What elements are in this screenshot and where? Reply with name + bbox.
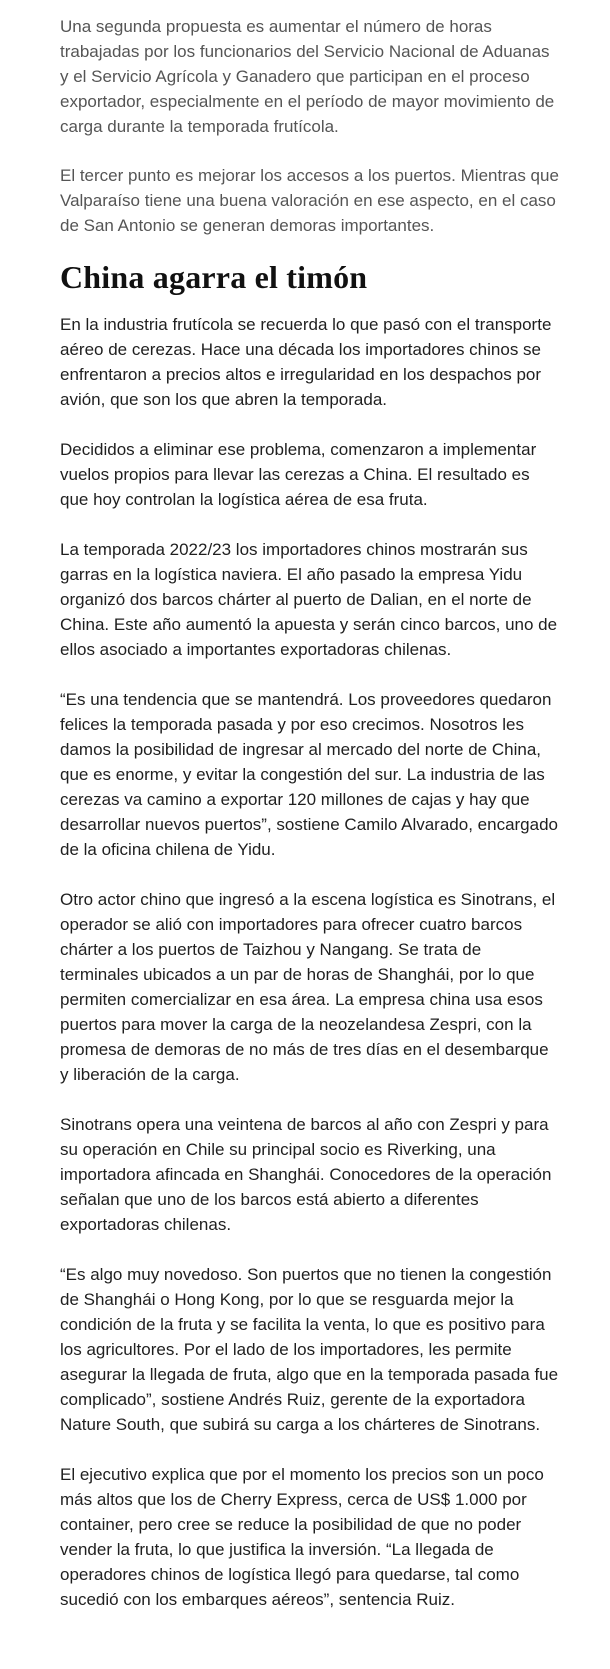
paragraph-3: La temporada 2022/23 los importadores chinos mostrarán sus garras en la logística naviera. El año pasado la empresa Yidu organizó dos barcos chárter al puerto de Dalian, en el norte de China. Este año aumentó la apuesta y serán cinco barcos, uno de ellos asociado a importantes exportadoras chilenas.: [60, 540, 558, 659]
paragraph-4: “Es una tendencia que se mantendrá. Los proveedores quedaron felices la temporada pasada y por eso crecimos. Nosotros les damos la posibilidad de ingresar al mercado del norte de China, que es enorme, y evitar la congestión del sur. La industria de las cerezas va camino a exportar 120 millones de cajas y hay que desarrollar nuevos puertos”, sostiene Camilo Alvarado, encargado de la oficina chilena de Yidu.: [60, 690, 558, 859]
paragraph-6: Sinotrans opera una veintena de barcos al año con Zespri y para su operación en Chile su principal socio es Riverking, una importadora afincada en Shanghái. Conocedores de la operación señalan que uno de los barcos está abierto a diferentes exportadoras chilenas.: [60, 1115, 552, 1234]
paragraph-8: El ejecutivo explica que por el momento los precios son un poco más altos que los de Cherry Express, cerca de US$ 1.000 por container, pero cree se reduce la posibilidad de que no poder vender la fruta, lo que justifica la inversión. “La llegada de operadores chinos de logística llegó para quedarse, tal como sucedió con los embarques aéreos”, sentencia Ruiz.: [60, 1465, 544, 1609]
paragraph-intro-1: Una segunda propuesta es aumentar el número de horas trabajadas por los funcionarios del Servicio Nacional de Aduanas y el Servicio Agrícola y Ganadero que participan en el proceso exportador, especialmente en el período de mayor movimiento de carga durante la temporada frutícola.: [60, 17, 555, 136]
paragraph-1: En la industria frutícola se recuerda lo que pasó con el transporte aéreo de cerezas. Hace una década los importadores chinos se enfrentaron a precios altos e irregularidad en los despachos por avión, que son los que abren la temporada.: [60, 315, 552, 409]
paragraph-intro-2: El tercer punto es mejorar los accesos a los puertos. Mientras que Valparaíso tiene una buena valoración en ese aspecto, en el caso de San Antonio se generan demoras importantes.: [60, 166, 559, 235]
paragraph-5: Otro actor chino que ingresó a la escena logística es Sinotrans, el operador se alió con importadores para ofrecer cuatro barcos chárter a los puertos de Taizhou y Nangang. Se trata de terminales ubicados a un par de horas de Shanghái, por lo que permiten comercializar en esa área. La empresa china usa esos puertos para mover la carga de la neozelandesa Zespri, con la promesa de demoras de no más de tres días en el desembarque y liberación de la carga.: [60, 890, 556, 1084]
article-body: [60, 14, 560, 1637]
paragraph-7: “Es algo muy novedoso. Son puertos que no tienen la congestión de Shanghái o Hong Kong, por lo que se resguarda mejor la condición de la fruta y se facilita la venta, lo que es positivo para los agricultores. Por el lado de los importadores, les permite asegurar la llegada de fruta, algo que en la temporada pasada fue complicado”, sostiene Andrés Ruiz, gerente de la exportadora Nature South, que subirá su carga a los chárteres de Sinotrans.: [60, 1265, 559, 1434]
section-heading: China agarra el timón: [60, 259, 368, 295]
paragraph-2: Decididos a eliminar ese problema, comenzaron a implementar vuelos propios para llevar las cerezas a China. El resultado es que hoy controlan la logística aérea de esa fruta.: [60, 440, 537, 509]
